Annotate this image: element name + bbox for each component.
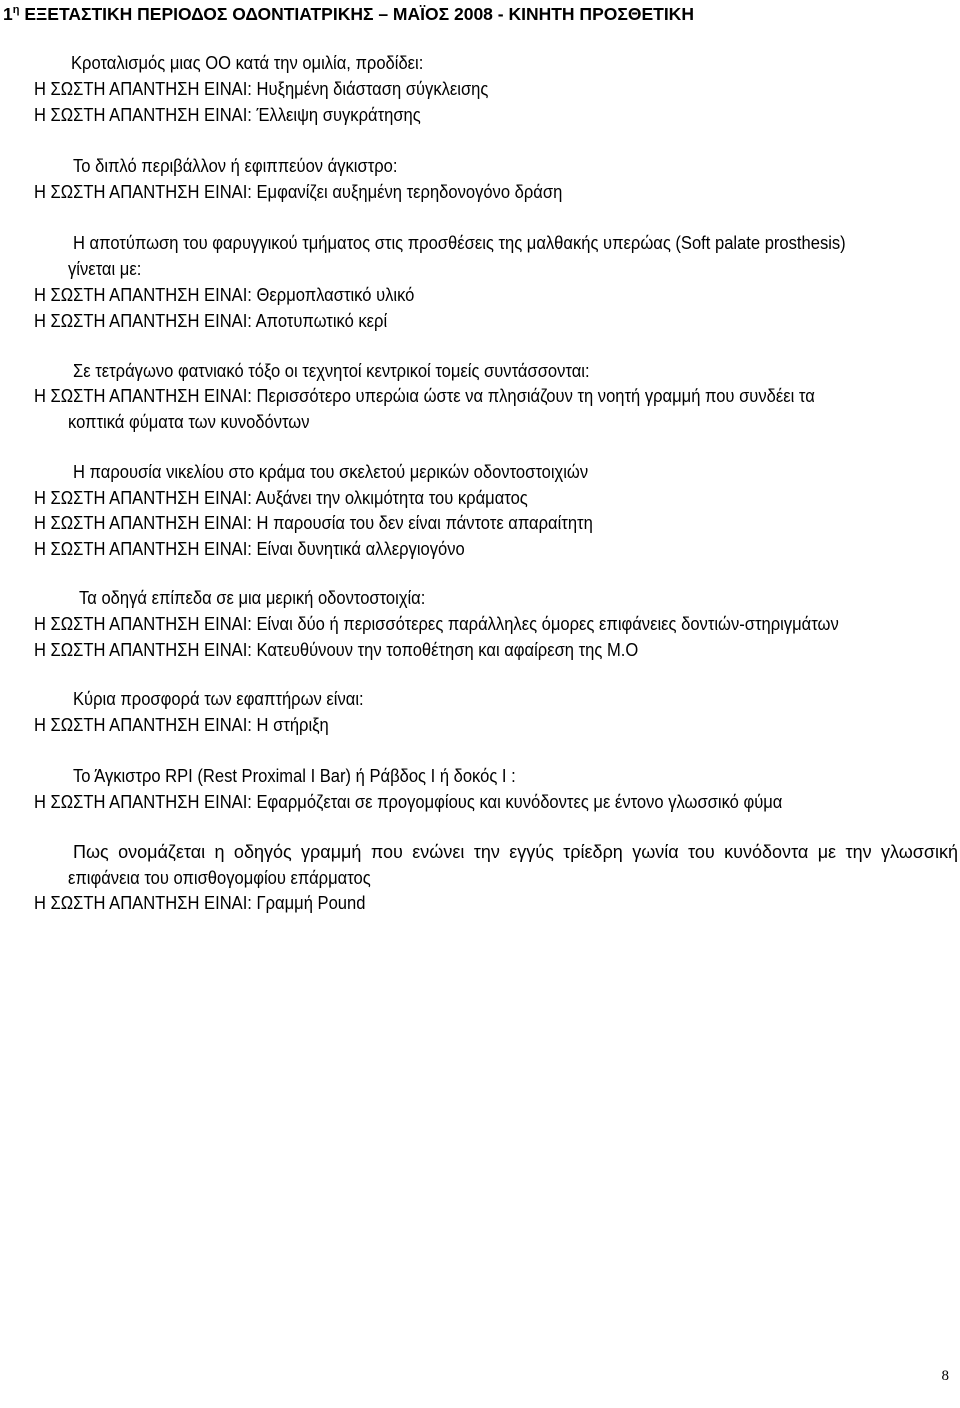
answer-4-continued: κοπτικά φύματα των κυνοδόντων bbox=[68, 412, 310, 432]
answer-5-2: Η ΣΩΣΤΗ ΑΠΑΝΤΗΣΗ ΕΙΝΑΙ: Η παρουσία του δεν είναι πάντοτε απαραίτητη bbox=[34, 513, 593, 533]
question-8: Το Άγκιστρο RPI (Rest Proximal I Bar) ή Ράβδος Ι ή δοκός Ι : bbox=[73, 766, 516, 786]
question-4: Σε τετράγωνο φατνιακό τόξο οι τεχνητοί κεντρικοί τομείς συντάσσονται: bbox=[73, 361, 590, 381]
question-5: Η παρουσία νικελίου στο κράμα του σκελετού μερικών οδοντοστοιχιών bbox=[73, 462, 589, 482]
answer-8-1: Η ΣΩΣΤΗ ΑΠΑΝΤΗΣΗ ΕΙΝΑΙ: Εφαρμόζεται σε προγομφίους και κυνόδοντες με έντονο γλωσσικό φύμα bbox=[34, 792, 783, 812]
question-1: Κροταλισμός μιας ΟΟ κατά την ομιλία, προδίδει: bbox=[71, 53, 424, 73]
header-superscript: η bbox=[12, 4, 20, 17]
answer-3-2: Η ΣΩΣΤΗ ΑΠΑΝΤΗΣΗ ΕΙΝΑΙ: Αποτυπωτικό κερί bbox=[34, 311, 388, 331]
answer-3-1: Η ΣΩΣΤΗ ΑΠΑΝΤΗΣΗ ΕΙΝΑΙ: Θερμοπλαστικό υλικό bbox=[34, 285, 415, 305]
answer-7-1: Η ΣΩΣΤΗ ΑΠΑΝΤΗΣΗ ΕΙΝΑΙ: Η στήριξη bbox=[34, 715, 329, 735]
question-9: Πως ονομάζεται η οδηγός γραμμή που ενώνει την εγγύς τρίεδρη γωνία του κυνόδοντα με την γλωσσική bbox=[73, 842, 958, 862]
question-3: Η αποτύπωση του φαρυγγικού τμήματος στις προσθέσεις της μαλθακής υπερώας (Soft palate prosthesis) bbox=[73, 233, 846, 253]
question-7: Κύρια προσφορά των εφαπτήρων είναι: bbox=[73, 689, 364, 709]
question-2: Το διπλό περιβάλλον ή εφιππεύον άγκιστρο: bbox=[73, 156, 398, 176]
answer-5-3: Η ΣΩΣΤΗ ΑΠΑΝΤΗΣΗ ΕΙΝΑΙ: Είναι δυνητικά αλλεργιογόνο bbox=[34, 539, 465, 559]
question-3-continued: γίνεται με: bbox=[68, 259, 142, 279]
answer-1-2: Η ΣΩΣΤΗ ΑΠΑΝΤΗΣΗ ΕΙΝΑΙ: Έλλειψη συγκράτησης bbox=[34, 105, 421, 125]
answer-1-1: Η ΣΩΣΤΗ ΑΠΑΝΤΗΣΗ ΕΙΝΑΙ: Ηυξημένη διάσταση σύγκλεισης bbox=[34, 79, 489, 99]
answer-5-1: Η ΣΩΣΤΗ ΑΠΑΝΤΗΣΗ ΕΙΝΑΙ: Αυξάνει την ολκιμότητα του κράματος bbox=[34, 488, 528, 508]
question-9-continued: επιφάνεια του οπισθογομφίου επάρματος bbox=[68, 868, 371, 888]
answer-6-1: Η ΣΩΣΤΗ ΑΠΑΝΤΗΣΗ ΕΙΝΑΙ: Είναι δύο ή περισσότερες παράλληλες όμορες επιφάνειες δοντιών-στηριγμάτων bbox=[34, 614, 839, 634]
answer-6-2: Η ΣΩΣΤΗ ΑΠΑΝΤΗΣΗ ΕΙΝΑΙ: Κατευθύνουν την τοποθέτηση και αφαίρεση της Μ.Ο bbox=[34, 640, 639, 660]
answer-2-1: Η ΣΩΣΤΗ ΑΠΑΝΤΗΣΗ ΕΙΝΑΙ: Εμφανίζει αυξημένη τερηδονογόνο δράση bbox=[34, 182, 563, 202]
page-header bbox=[3, 4, 694, 25]
header-title: ΕΞΕΤΑΣΤΙΚΗ ΠΕΡΙΟΔΟΣ ΟΔΟΝΤΙΑΤΡΙΚΗΣ – ΜΑΪΟΣ 2008 - ΚΙΝΗΤΗ ΠΡΟΣΘΕΤΙΚΗ bbox=[19, 4, 694, 24]
page-number: 8 bbox=[941, 1368, 949, 1384]
answer-4-1: Η ΣΩΣΤΗ ΑΠΑΝΤΗΣΗ ΕΙΝΑΙ: Περισσότερο υπερώια ώστε να πλησιάζουν τη νοητή γραμμή που συνδέει τα bbox=[34, 386, 815, 406]
answer-9-1: Η ΣΩΣΤΗ ΑΠΑΝΤΗΣΗ ΕΙΝΑΙ: Γραμμή Pound bbox=[34, 893, 366, 913]
question-6: Τα οδηγά επίπεδα σε μια μερική οδοντοστοιχία: bbox=[79, 588, 426, 608]
header-number: 1 bbox=[3, 4, 13, 24]
